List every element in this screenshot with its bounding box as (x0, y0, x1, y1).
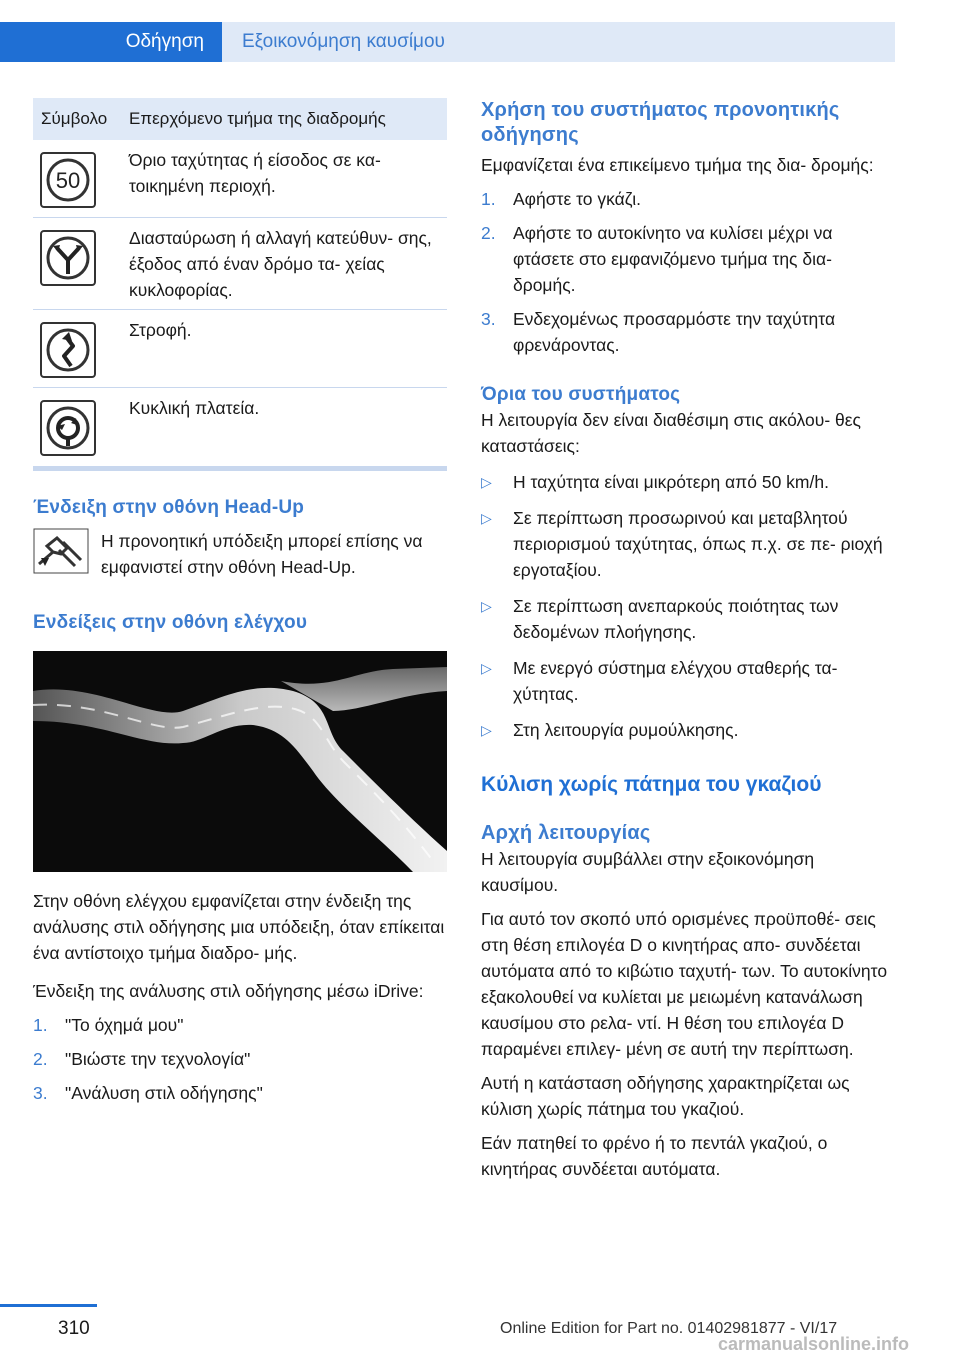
list-item: ▷ Σε περίπτωση προσωρινού και μεταβλητού περιορισμού ταχύτητας, όπως π.χ. σε πε- ριοχή εργοταξίου. (481, 508, 883, 580)
svg-text:50: 50 (55, 168, 81, 193)
row-desc: Κυκλική πλατεία. (129, 398, 260, 418)
tab-driving[interactable]: Οδήγηση (0, 22, 222, 62)
table-row (33, 140, 447, 218)
table-bottom-rule (33, 466, 447, 471)
col-desc-header: Επερχόμενο τμήμα της διαδρομής (129, 109, 386, 128)
speed-limit-50-icon (40, 152, 96, 208)
table-row (33, 218, 447, 310)
road-image (33, 651, 447, 872)
table-row (33, 388, 447, 466)
list-item: ▷ Στη λειτουργία ρυμούλκησης. (481, 720, 739, 740)
watermark: carmanualsonline.info (718, 1334, 910, 1354)
limits-title: Όρια του συστήματος (481, 384, 681, 405)
list-item: 2. "Βιώστε την τεχνολογία" (33, 1049, 251, 1069)
list-item: ▷ Σε περίπτωση ανεπαρκούς ποιότητας των δεδομένων πλοήγησης. (481, 596, 839, 642)
idrive-steps (33, 1012, 447, 1106)
coasting-paragraph-3: Αυτή η κατάσταση οδήγησης χαρακτηρίζεται ως κύλιση χωρίς πάτημα του γκαζιού. (481, 1073, 850, 1119)
footer-rule (0, 1304, 97, 1307)
list-item: ▷ Με ενεργό σύστημα ελέγχου σταθερής τα- χύτητας. (481, 658, 838, 704)
hud-roadsign-icon (33, 528, 89, 574)
coasting-paragraph-4: Εάν πατηθεί το φρένο ή το πεντάλ γκαζιού, ο κινητήρας συνδέεται αυτόματα. (481, 1133, 828, 1179)
table-header (33, 98, 447, 140)
coasting-title: Κύλιση χωρίς πάτημα του γκαζιού (481, 773, 822, 796)
limits-intro: Η λειτουργία δεν είναι διαθέσιμη στις ακόλου- θες καταστάσεις: (481, 410, 861, 456)
table-row (33, 310, 447, 388)
chapter-header (0, 0, 895, 62)
list-item: 2. Αφήστε το αυτοκίνητο να κυλίσει μέχρι να φτάσετε στο εμφανιζόμενο τμήμα της δια- δρομής. (481, 223, 833, 295)
hud-section (33, 528, 447, 580)
list-item: 3. "Ανάλυση στιλ οδήγησης" (33, 1083, 263, 1103)
list-item: 1. Αφήστε το γκάζι. (481, 189, 641, 209)
col-symbol-header: Σύμβολο (41, 109, 108, 128)
coasting-paragraph-2: Για αυτό τον σκοπό υπό ορισμένες προϋποθέ- σεις στη θέση επιλογέα D ο κινητήρας απο- συνδέεται αυτόματα από το κιβώτιο ταχυτή- των. Το αυτοκίνητο εξακολουθεί να κυλίεται με μειωμένη κατανάλωση καυσίμου στο ρελα- ντί. Η θέση του επιλογέα D παραμένει επιλεγ- μένη σε αυτή την περίπτωση. (481, 909, 888, 1059)
control-paragraph-2: Ένδειξη της ανάλυσης στιλ οδήγησης μέσω iDrive: (33, 981, 424, 1001)
page-number: 310 (58, 1318, 90, 1339)
usage-steps (481, 186, 896, 358)
left-column (33, 98, 447, 1106)
curve-icon (40, 322, 96, 378)
list-item: ▷ Η ταχύτητα είναι μικρότερη από 50 km/h. (481, 472, 829, 492)
usage-intro: Εμφανίζεται ένα επικείμενο τμήμα της δια- δρομής: (481, 155, 874, 175)
control-paragraph-1: Στην οθόνη ελέγχου εμφανίζεται στην ένδειξη της ανάλυσης στιλ οδήγησης μια υπόδειξη, όταν επίκειται ένα αντίστοιχο τμήμα διαδρο- μής. (33, 891, 445, 963)
hud-title: Ένδειξη στην οθόνη Head-Up (33, 497, 305, 518)
control-title: Ενδείξεις στην οθόνη ελέγχου (33, 612, 308, 633)
tab-fuel-saving[interactable]: Εξοικονόμηση καυσίμου (222, 22, 895, 62)
row-desc: Διασταύρωση ή αλλαγή κατεύθυν- σης, έξοδος από έναν δρόμο τα- χείας κυκλοφορίας. (129, 228, 432, 300)
list-item: 1. "Το όχημά μου" (33, 1015, 184, 1035)
right-column (481, 98, 896, 1182)
coasting-subtitle: Αρχή λειτουργίας (481, 822, 651, 844)
row-desc: Όριο ταχύτητας ή είσοδος σε κα- τοικημένη περιοχή. (129, 150, 381, 196)
coasting-paragraph-1: Η λειτουργία συμβάλλει στην εξοικονόμηση καυσίμου. (481, 849, 815, 895)
hud-text: Η προνοητική υπόδειξη μπορεί επίσης να εμφανιστεί στην οθόνη Head-Up. (101, 531, 423, 577)
list-item: 3. Ενδεχομένως προσαρμόστε την ταχύτητα φρενάροντας. (481, 309, 836, 355)
usage-title: Χρήση του συστήματος προνοητικής οδήγησης (481, 99, 840, 146)
symbol-table (33, 98, 447, 471)
roundabout-icon (40, 400, 96, 456)
edition-text: Online Edition for Part no. 01402981877 - VI/17 (500, 1320, 838, 1337)
junction-icon (40, 230, 96, 286)
row-desc: Στροφή. (129, 320, 192, 340)
limits-list (481, 469, 896, 743)
